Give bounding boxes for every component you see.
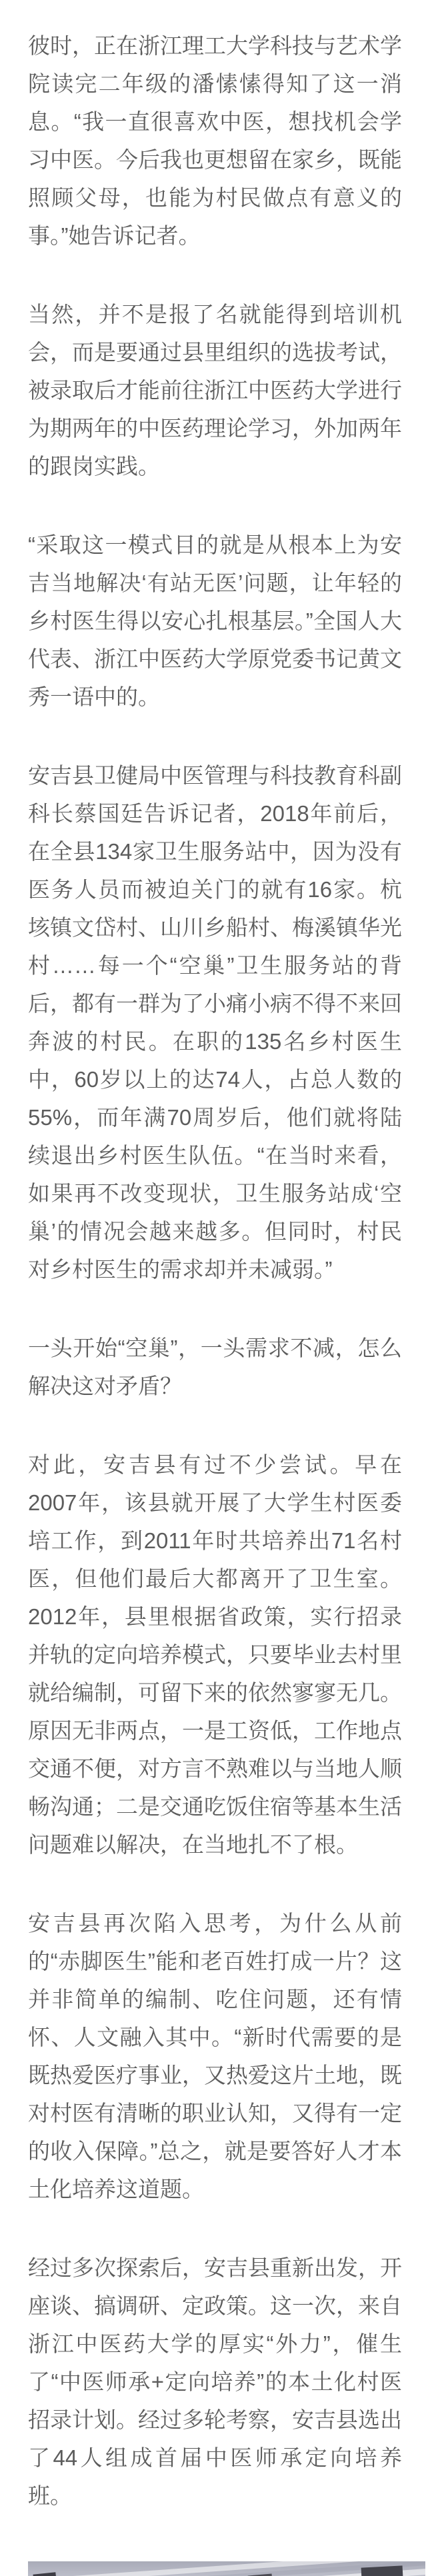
article-paragraph-3: “采取这一模式目的就是从根本上为安吉当地解决‘有站无医’问题，让年轻的乡村医生得以安心扎根基层。”全国人大代表、浙江中医药大学原党委书记黄文秀一语中的。 [28,533,402,709]
article-paragraph-1: 彼时，正在浙江理工大学科技与艺术学院读完二年级的潘愫愫得知了这一消息。“我一直很喜欢中医，想找机会学习中医。今后我也更想留在家乡，既能照顾父母，也能为村民做点有意义的事。”她告诉记者。 [28,33,402,248]
article-paragraph-2: 当然，并不是报了名就能得到培训机会，而是要通过县里组织的选拔考试，被录取后才能前往浙江中医药大学进行为期两年的中医药理论学习，外加两年的跟岗实践。 [28,302,402,479]
article-paragraph-6: 对此，安吉县有过不少尝试。早在2007年，该县就开展了大学生村医委培工作，到2011年时共培养出71名村医，但他们最后大都离开了卫生室。2012年，县里根据省政策，实行招录并轨的定向培养模式，只要毕业去村里就给编制，可留下来的依然寥寥无几。原因无非两点，一是工资低，工作地点交通不便，对方言不熟难以与当地人顺畅沟通；二是交通吃饭住宿等基本生活问题难以解决，在当地扎不了根。 [28,1452,402,1857]
article-paragraph-5: 一头开始“空巢”，一头需求不减，怎么解决这对矛盾？ [28,1336,402,1398]
ceiling [28,2561,425,2576]
classroom-photo [28,2561,425,2576]
article-paragraph-7: 安吉县再次陷入思考，为什么从前的“赤脚医生”能和老百姓打成一片？这并非简单的编制、吃住问题，还有情怀、人文融入其中。“新时代需要的是既热爱医疗事业，又热爱这片土地，既对村医有清晰的职业认知，又得有一定的收入保障。”总之，就是要答好人才本土化培养这道题。 [28,1911,402,2201]
article-paragraph-8: 经过多次探索后，安吉县重新出发，开座谈、搞调研、定政策。这一次，来自浙江中医药大学的厚实“外力”，催生了“中医师承+定向培养”的本土化村医招录计划。经过多轮考察，安吉县选出了44人组成首届中医师承定向培养班。 [28,2255,402,2508]
article-paragraph-4: 安吉县卫健局中医管理与科技教育科副科长蔡国廷告诉记者，2018年前后，在全县134家卫生服务站中，因为没有医务人员而被迫关门的就有16家。杭垓镇文岱村、山川乡船村、梅溪镇华光村……每一个“空巢”卫生服务站的背后，都有一群为了小痛小病不得不来回奔波的村民。在职的135名乡村医生中，60岁以上的达74人，占总人数的55%，而年满70周岁后，他们就将陆续退出乡村医生队伍。“在当时来看，如果再不改变现状，卫生服务站成‘空巢’的情况会越来越多。但同时，村民对乡村医生的需求却并未减弱。” [28,763,402,1282]
